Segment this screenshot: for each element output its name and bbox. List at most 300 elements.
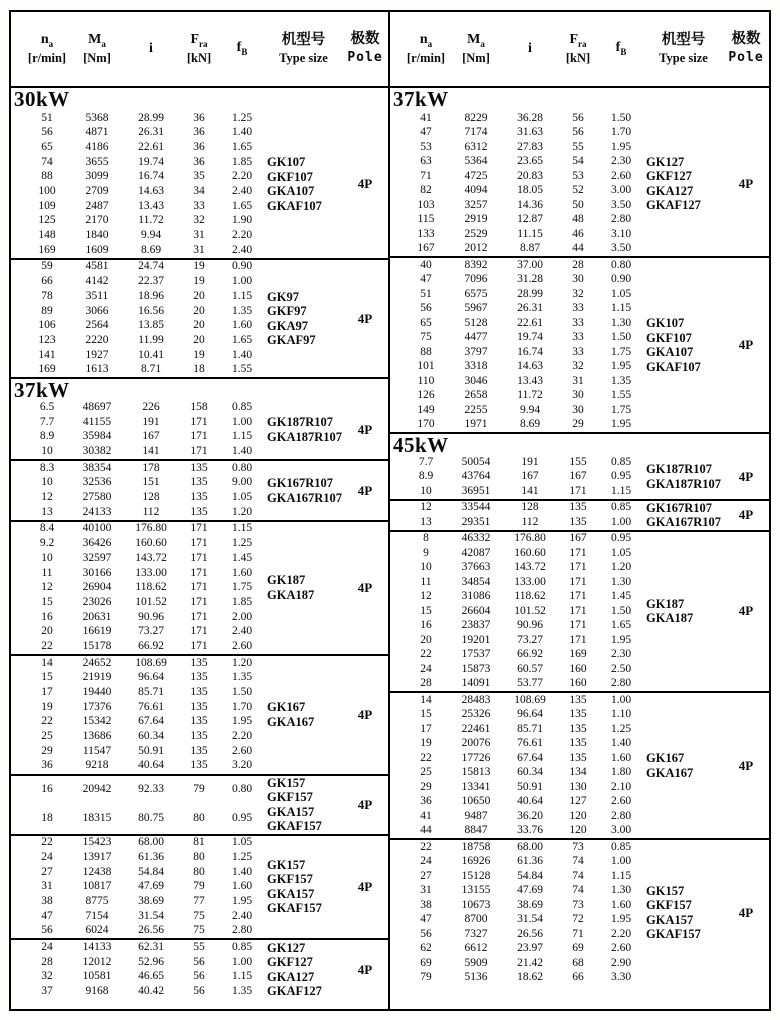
cell-fb: 1.40 [231, 126, 253, 139]
cell-i: 16.74 [138, 170, 164, 183]
type-size-list [644, 316, 723, 374]
table-row [23, 759, 265, 774]
table-row [23, 461, 265, 476]
cell-i: 33.76 [517, 824, 543, 836]
table-row [402, 287, 644, 302]
cell-fb: 3.10 [610, 227, 632, 240]
cell-na: 10 [420, 561, 432, 573]
header-fra [558, 12, 598, 86]
cell-na: 47 [420, 913, 432, 925]
cell-na: 12 [420, 590, 432, 602]
table-row [402, 780, 644, 795]
type-size-list [265, 415, 342, 444]
cell-fra: 80 [193, 812, 205, 825]
cell-na: 24 [420, 662, 432, 675]
cell-fra: 158 [190, 400, 208, 413]
cell-fb: 1.40 [231, 348, 253, 361]
cell-ma: 35984 [82, 430, 112, 443]
table-row [402, 532, 644, 547]
cell-na: 19 [420, 737, 432, 749]
cell-na: 89 [41, 304, 53, 317]
type-size-list [265, 776, 342, 834]
cell-na: 18 [41, 812, 53, 825]
cell-na: 38 [41, 894, 53, 907]
cell-fb: 1.65 [610, 619, 632, 631]
cell-fra: 160 [569, 662, 587, 675]
cell-ma: 4871 [85, 126, 109, 139]
table-row [402, 302, 644, 317]
table-row [23, 243, 265, 258]
cell-fra: 66 [572, 971, 584, 983]
cell-ma: 19440 [82, 686, 112, 699]
table-row [402, 662, 644, 677]
section-header: 37kW [393, 88, 449, 111]
cell-na: 103 [417, 198, 435, 211]
cell-ma: 13155 [461, 884, 491, 896]
cell-fra: 69 [572, 942, 584, 954]
cell-fb: 1.05 [610, 546, 632, 559]
cell-fb: 1.15 [231, 522, 253, 535]
cell-fra: 135 [569, 722, 587, 735]
cell-fb: 1.45 [231, 551, 253, 564]
cell-i: 36.20 [517, 809, 543, 822]
cell-i: 101.52 [135, 595, 167, 608]
cell-na: 10 [41, 445, 53, 458]
cell-i: 37.00 [517, 258, 543, 271]
rating-block [390, 256, 769, 432]
cell-fra: 171 [569, 619, 587, 631]
cell-i: 76.61 [138, 700, 164, 713]
cell-ma: 43764 [461, 470, 491, 482]
header-i-symbol: i [149, 41, 153, 56]
cell-fb: 1.15 [610, 869, 632, 882]
table-row [23, 319, 265, 334]
cell-i: 50.91 [138, 744, 164, 757]
cell-i: 13.85 [138, 319, 164, 332]
cell-fb: 1.95 [610, 140, 632, 153]
cell-ma: 34854 [461, 575, 491, 588]
cell-fra: 135 [569, 708, 587, 720]
cell-ma: 4477 [464, 331, 488, 343]
cell-i: 14.36 [517, 198, 543, 211]
cell-fb: 1.30 [610, 316, 632, 329]
cell-fb: 1.80 [610, 766, 632, 778]
table-row [402, 942, 644, 957]
cell-fra: 33 [572, 331, 584, 343]
data-rows [11, 836, 265, 939]
table-row [402, 737, 644, 752]
table-row [402, 840, 644, 855]
cell-i: 9.94 [140, 229, 162, 242]
cell-fra: 53 [572, 169, 584, 182]
table-row [402, 677, 644, 692]
cell-i: 13.43 [517, 374, 543, 387]
cell-fra: 127 [569, 795, 587, 807]
type-size-label: GK187 [267, 573, 306, 588]
data-rows [390, 693, 644, 838]
type-size-label: GKA187 [646, 611, 694, 626]
cell-fra: 135 [569, 693, 587, 706]
cell-na: 101 [417, 360, 435, 372]
table-row [402, 619, 644, 634]
cell-i: 226 [142, 400, 160, 413]
cell-fb: 2.80 [610, 213, 632, 225]
type-size-label: GKAF157 [267, 901, 322, 916]
cell-fb: 1.00 [610, 515, 632, 528]
table-row [402, 633, 644, 648]
cell-ma: 37663 [461, 561, 491, 573]
cell-fra: 74 [572, 855, 584, 867]
cell-ma: 2709 [85, 185, 109, 198]
cell-ma: 17376 [82, 700, 112, 713]
cell-i: 85.71 [517, 722, 543, 735]
cell-na: 74 [41, 155, 53, 168]
cell-na: 125 [38, 214, 56, 227]
header-fra-unit: [kN] [565, 51, 591, 66]
type-size-label: GK107 [646, 316, 685, 330]
cell-fb: 2.60 [610, 795, 632, 807]
cell-fb: 1.60 [231, 566, 253, 579]
cell-ma: 6612 [464, 942, 488, 954]
table-row [23, 955, 265, 970]
header-i [502, 12, 558, 86]
table-row [23, 595, 265, 610]
cell-i: 128 [521, 501, 539, 513]
cell-na: 14 [41, 656, 53, 669]
cell-fb: 0.85 [231, 400, 253, 413]
cell-na: 141 [38, 348, 56, 361]
cell-ma: 10650 [461, 795, 491, 807]
type-size-label: GK187 [646, 596, 685, 611]
table-row [23, 155, 265, 170]
cell-i: 22.61 [517, 316, 543, 329]
header-fb-symbol: $f_B$ [615, 40, 627, 57]
cell-fb: 1.20 [610, 561, 632, 573]
table-row [402, 242, 644, 257]
cell-fra: 72 [572, 913, 584, 925]
table-row [23, 970, 265, 985]
cell-na: 28 [420, 677, 432, 689]
cell-na: 14 [420, 693, 432, 706]
cell-fra: 171 [190, 639, 208, 652]
header-i [123, 12, 179, 86]
table-row [23, 199, 265, 214]
cell-i: 160.60 [514, 546, 546, 559]
table-row [402, 455, 644, 470]
table-row [402, 648, 644, 663]
cell-na: 53 [420, 140, 432, 153]
table-row [402, 418, 644, 433]
cell-fb: 0.95 [610, 532, 632, 544]
cell-fra: 73 [572, 898, 584, 911]
cell-ma: 16926 [461, 855, 491, 867]
cell-fb: 1.35 [231, 304, 253, 317]
cell-i: 8.87 [519, 242, 541, 254]
table-row [23, 685, 265, 700]
table-row [402, 809, 644, 824]
cell-na: 59 [41, 260, 53, 273]
cell-fb: 1.75 [610, 403, 632, 416]
cell-na: 17 [41, 686, 53, 699]
cell-fra: 34 [193, 185, 205, 198]
cell-na: 123 [38, 333, 56, 346]
table-row [402, 795, 644, 810]
cell-fb: 2.30 [610, 648, 632, 660]
table-row [23, 730, 265, 745]
cell-na: 51 [420, 287, 432, 300]
cell-na: 12 [41, 491, 53, 504]
pole-value: 4P [357, 878, 373, 894]
cell-ma: 22461 [461, 722, 491, 735]
table-right-half [390, 12, 769, 1009]
cell-na: 106 [38, 319, 56, 332]
cell-i: 23.65 [517, 155, 543, 167]
table-row [23, 111, 265, 126]
type-size-label: GKF107 [646, 330, 692, 345]
cell-i: 8.71 [140, 363, 162, 376]
type-size-label: GKA97 [267, 318, 308, 333]
cell-na: 12 [420, 501, 432, 513]
cell-fra: 171 [190, 610, 208, 623]
cell-na: 19 [41, 700, 53, 713]
cell-fra: 36 [193, 111, 205, 124]
table-row [402, 956, 644, 971]
cell-fb: 0.90 [610, 273, 632, 285]
table-row [402, 561, 644, 576]
table-row [402, 470, 644, 485]
cell-fb: 1.40 [231, 445, 253, 458]
cell-na: 24 [41, 850, 53, 863]
cell-fb: 3.30 [610, 971, 632, 983]
table-row [402, 484, 644, 499]
pole-value: 4P [357, 706, 373, 722]
type-size-label: GK107 [267, 155, 306, 170]
cell-na: 51 [41, 111, 53, 124]
cell-ma: 8392 [464, 258, 488, 271]
cell-i: 133.00 [135, 566, 167, 579]
pole-value: 4P [357, 796, 373, 812]
cell-i: 18.96 [138, 289, 164, 302]
cell-i: 18.62 [517, 971, 543, 983]
pole-value: 4P [357, 310, 373, 326]
cell-na: 7.7 [39, 415, 55, 428]
cell-ma: 16619 [82, 625, 112, 638]
cell-fb: 1.05 [610, 287, 632, 300]
cell-ma: 32597 [82, 551, 112, 564]
cell-fb: 2.80 [610, 677, 632, 689]
cell-ma: 13686 [82, 730, 112, 743]
cell-ma: 14133 [82, 940, 112, 953]
table-row [402, 575, 644, 590]
table-row [23, 894, 265, 909]
table-row [402, 869, 644, 884]
cell-i: 14.63 [517, 360, 543, 372]
cell-fb: 1.10 [610, 708, 632, 720]
table-row [23, 850, 265, 865]
cell-fra: 171 [190, 625, 208, 638]
header-type-size-en: Type size [659, 50, 708, 65]
cell-fb: 2.10 [610, 780, 632, 793]
cell-na: 56 [41, 924, 53, 937]
cell-na: 10 [420, 484, 432, 497]
cell-fb: 1.50 [610, 111, 632, 124]
cell-i: 60.34 [138, 730, 164, 743]
table-row [23, 476, 265, 491]
table-row [23, 289, 265, 304]
cell-ma: 15813 [461, 766, 491, 778]
header-ma [450, 12, 502, 86]
header-ma [71, 12, 123, 86]
type-size-list [644, 597, 723, 626]
cell-na: 24 [420, 855, 432, 867]
cell-ma: 9168 [85, 985, 109, 998]
cell-fra: 171 [569, 575, 587, 588]
cell-na: 22 [41, 836, 53, 849]
table-row [402, 198, 644, 213]
header-i-symbol: i [528, 41, 532, 56]
cell-na: 36 [41, 759, 53, 772]
cell-ma: 10817 [82, 880, 112, 893]
rating-table [9, 10, 771, 1011]
cell-fb: 1.30 [610, 575, 632, 588]
cell-ma: 5128 [464, 316, 488, 329]
table-row [402, 374, 644, 389]
cell-ma: 2658 [464, 389, 488, 401]
pole-value: 4P [738, 175, 754, 191]
cell-i: 11.15 [517, 227, 543, 240]
section-header: 45kW [390, 432, 769, 455]
type-size-label: GKA157 [646, 912, 694, 927]
rating-block [390, 838, 769, 985]
cell-fb: 2.20 [231, 730, 253, 743]
cell-fb: 0.95 [231, 812, 253, 825]
cell-i: 90.96 [517, 619, 543, 631]
cell-fra: 50 [572, 198, 584, 211]
cell-ma: 5909 [464, 956, 488, 969]
table-row [402, 898, 644, 913]
table-row [402, 345, 644, 360]
type-size-label: GK157 [267, 857, 306, 872]
cell-fra: 160 [569, 677, 587, 689]
type-size-label: GKAF97 [267, 333, 316, 348]
data-rows [11, 400, 265, 459]
cell-fra: 33 [193, 199, 205, 212]
cell-i: 90.96 [138, 610, 164, 623]
cell-fb: 1.90 [231, 214, 253, 227]
cell-na: 28 [41, 955, 53, 968]
cell-ma: 2487 [85, 199, 109, 212]
table-left-half [11, 12, 390, 1009]
cell-i: 40.64 [517, 795, 543, 807]
table-row [23, 400, 265, 415]
rating-block [390, 455, 769, 499]
cell-i: 62.31 [138, 940, 164, 953]
cell-ma: 3655 [85, 155, 109, 168]
cell-na: 29 [420, 780, 432, 793]
cell-na: 56 [420, 302, 432, 314]
cell-ma: 17537 [461, 648, 491, 660]
section-header: 37kW [11, 377, 388, 400]
type-size-list [644, 155, 723, 213]
cell-fra: 135 [190, 656, 208, 669]
cell-fb: 1.65 [231, 333, 253, 346]
cell-ma: 38354 [82, 461, 112, 474]
type-size-label: GKA127 [646, 183, 694, 198]
cell-ma: 20076 [461, 737, 491, 749]
cell-fb: 0.85 [231, 940, 253, 953]
cell-fra: 171 [190, 522, 208, 535]
cell-ma: 5368 [85, 111, 109, 124]
cell-ma: 1927 [85, 348, 109, 361]
type-size-label: GKF127 [646, 169, 692, 183]
cell-ma: 2529 [464, 227, 488, 240]
cell-ma: 7096 [464, 273, 488, 285]
type-size-label: GKAF127 [646, 198, 701, 212]
cell-na: 22 [420, 648, 432, 660]
cell-fb: 1.65 [231, 140, 253, 153]
cell-fb: 3.50 [610, 198, 632, 211]
cell-na: 41 [420, 111, 432, 124]
cell-i: 31.54 [138, 909, 164, 922]
table-row [23, 184, 265, 199]
cell-fb: 1.85 [231, 595, 253, 608]
cell-fb: 0.80 [610, 258, 632, 271]
cell-ma: 14091 [461, 677, 491, 689]
cell-i: 54.84 [517, 869, 543, 882]
header-fra-symbol: $F_{ra}$ [190, 32, 208, 50]
pole-value: 4P [738, 757, 754, 773]
type-size-label: GKAF107 [646, 359, 701, 374]
cell-ma: 15423 [82, 836, 112, 849]
cell-ma: 28483 [461, 693, 491, 706]
table-row [402, 971, 644, 986]
table-header [390, 12, 769, 88]
type-size-list [265, 476, 342, 505]
cell-na: 25 [420, 766, 432, 778]
cell-i: 8.69 [140, 243, 162, 256]
cell-i: 28.99 [138, 111, 164, 124]
cell-na: 37 [41, 985, 53, 998]
cell-fb: 2.20 [610, 927, 632, 940]
cell-ma: 33544 [461, 501, 491, 513]
table-row [402, 184, 644, 199]
cell-fb: 0.90 [231, 260, 253, 273]
cell-fb: 1.35 [610, 374, 632, 387]
cell-fb: 2.20 [231, 170, 253, 183]
cell-na: 9 [423, 546, 429, 559]
type-size-label: GKF157 [646, 898, 692, 912]
cell-ma: 4094 [464, 184, 488, 196]
cell-ma: 3318 [464, 360, 488, 372]
cell-i: 167 [142, 430, 160, 443]
cell-fra: 171 [569, 546, 587, 559]
header-na-symbol: $n_a$ [40, 32, 54, 50]
pole-value: 4P [738, 603, 754, 619]
header-pole [723, 12, 769, 86]
cell-i: 53.77 [517, 677, 543, 689]
table-row [402, 155, 644, 170]
cell-na: 47 [420, 126, 432, 138]
cell-fb: 1.40 [231, 865, 253, 878]
type-size-list [265, 290, 342, 348]
cell-fb: 1.25 [231, 111, 253, 124]
table-row [23, 522, 265, 537]
type-size-list [265, 858, 342, 916]
cell-fra: 74 [572, 869, 584, 882]
cell-ma: 3257 [464, 198, 488, 211]
cell-ma: 29351 [461, 515, 491, 528]
cell-fb: 1.60 [610, 898, 632, 911]
